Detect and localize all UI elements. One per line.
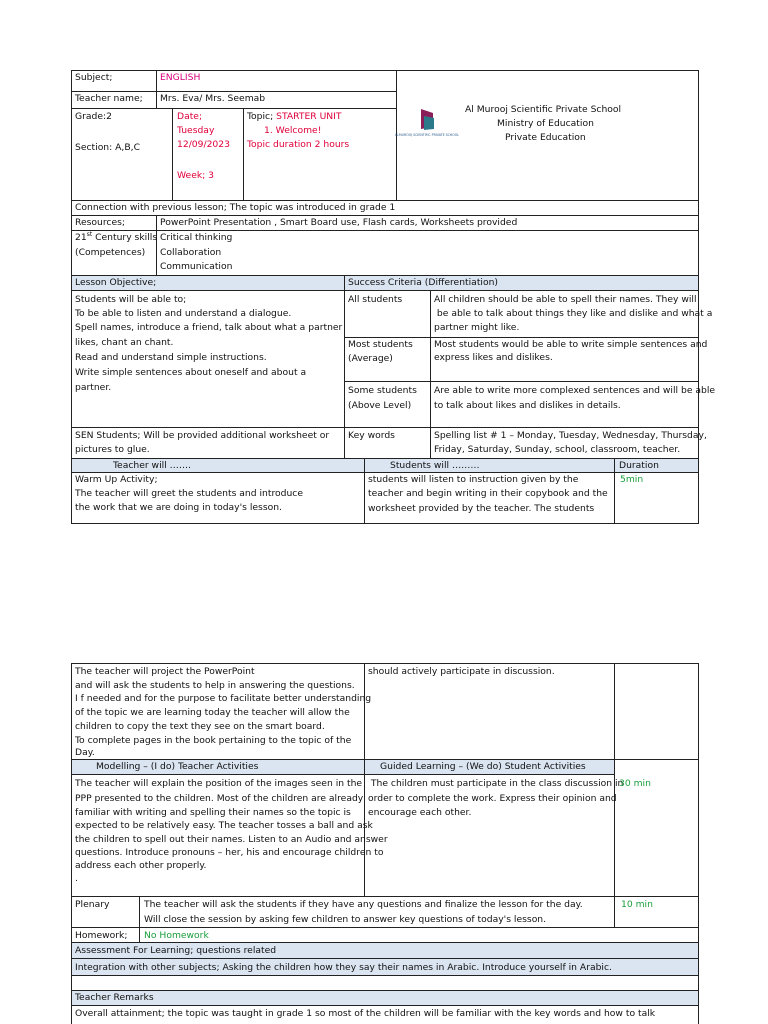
criteria-line: express likes and dislikes.	[434, 352, 553, 363]
topic-label: Topic; STARTER UNIT	[247, 111, 342, 122]
teacher-remarks-header: Teacher Remarks	[75, 992, 154, 1003]
teacher-name-value: Mrs. Eva/ Mrs. Seemab	[160, 93, 266, 104]
guided-learning-header: Guided Learning – (We do) Student Activities	[380, 761, 586, 772]
group-most-students: Most students	[348, 339, 413, 350]
guided-line: encourage each other.	[368, 807, 472, 818]
modelling-line: the children to spell out their names. Listen to an Audio and answer	[75, 834, 388, 845]
guided-line: order to complete the work. Express their opinion and	[368, 793, 617, 804]
homework-label: Homework;	[75, 930, 128, 941]
modelling-line: questions. Introduce pronouns – her, his and encourage children to	[75, 847, 384, 858]
guided-duration: 30 min	[619, 778, 651, 789]
criteria-line: All children should be able to spell their names. They will	[434, 294, 697, 305]
sen-line: SEN Students; Will be provided additional worksheet or	[75, 430, 330, 441]
modelling-line: PPP presented to the children. Most of the children are already	[75, 793, 364, 804]
success-criteria-header: Success Criteria (Differentiation)	[348, 277, 498, 288]
objective-line: partner.	[75, 382, 112, 393]
cont-teacher-line: To complete pages in the book pertaining to the topic of the	[75, 735, 352, 746]
cont-teacher-line: I f needed and for the purpose to facilitate better understanding	[75, 693, 372, 704]
modelling-line: The teacher will explain the position of the images seen in the	[75, 778, 363, 789]
cont-teacher-line: children to copy the text they see on the smart board.	[75, 721, 325, 732]
date-value: 12/09/2023	[177, 139, 230, 150]
warmup-line: The teacher will greet the students and introduce	[75, 488, 304, 499]
plenary-label: Plenary	[75, 899, 110, 910]
student-line: teacher and begin writing in their copybook and the	[368, 488, 608, 499]
key-words-label: Key words	[348, 430, 395, 441]
cont-teacher-line: of the topic we are learning today the teacher will allow the	[75, 707, 350, 718]
lesson-objective-header: Lesson Objective;	[75, 277, 157, 288]
topic-item: 1. Welcome!	[264, 125, 322, 136]
skill-item: Collaboration	[160, 247, 222, 258]
skill-item: Communication	[160, 261, 233, 272]
subject-label: Subject;	[75, 72, 113, 83]
teacher-will-header: Teacher will …….	[113, 460, 191, 471]
criteria-line: partner might like.	[434, 322, 520, 333]
school-name: Al Murooj Scientific Private School	[465, 104, 622, 115]
teacher-name-label: Teacher name;	[75, 93, 143, 104]
criteria-line: Are able to write more complexed sentences and will be able	[434, 385, 716, 396]
section-label: Section: A,B,C	[75, 142, 140, 153]
warmup-duration: 5min	[620, 474, 644, 485]
spelling-list-line: Friday, Saturday, Sunday, school, classroom, teacher.	[434, 444, 681, 455]
student-line: worksheet provided by the teacher. The students	[368, 503, 595, 514]
student-line: students will listen to instruction given by the	[368, 474, 579, 485]
warmup-line: the work that we are doing in today's lesson.	[75, 502, 282, 513]
group-average: (Average)	[348, 353, 393, 364]
competences-label: (Competences)	[75, 247, 146, 258]
criteria-line: Most students would be able to write simple sentences and	[434, 339, 708, 350]
ministry-name: Ministry of Education	[497, 118, 594, 129]
private-education: Private Education	[505, 132, 586, 143]
plenary-line: The teacher will ask the students if they have any questions and finalize the lesson for the day.	[144, 899, 583, 910]
cont-student-line: should actively participate in discussion.	[368, 666, 555, 677]
date-label: Date;	[177, 111, 203, 122]
warmup-line: Warm Up Activity;	[75, 474, 158, 485]
school-logo	[394, 107, 460, 145]
plenary-duration: 10 min	[621, 899, 653, 910]
guided-line: The children must participate in the class discussion in	[368, 778, 624, 789]
skills-label: 21st Century skills	[75, 230, 158, 243]
resources-label: Resources;	[75, 217, 126, 228]
students-will-header: Students will ………	[390, 460, 480, 471]
resources-value: PowerPoint Presentation , Smart Board use, Flash cards, Worksheets provided	[160, 217, 518, 228]
modelling-line: expected to be relatively easy. The teacher tosses a ball and ask	[75, 820, 373, 831]
modelling-header: Modelling – (I do) Teacher Activities	[96, 761, 259, 772]
plenary-line: Will close the session by asking few children to answer key questions of today's lesson.	[144, 914, 547, 925]
sen-line: pictures to glue.	[75, 444, 150, 455]
connection-text: Connection with previous lesson; The topic was introduced in grade 1	[75, 202, 396, 213]
logo-text: ALMUROOJ SCIENTIFIC PRIVATE SCHOOL	[394, 133, 460, 137]
modelling-line: .	[75, 873, 78, 884]
cont-teacher-line: and will ask the students to help in answering the questions.	[75, 680, 355, 691]
spelling-list-line: Spelling list # 1 – Monday, Tuesday, Wednesday, Thursday,	[434, 430, 707, 441]
objective-line: likes, chant an chant.	[75, 337, 174, 348]
subject-value: ENGLISH	[160, 72, 201, 83]
objective-line: Read and understand simple instructions.	[75, 352, 267, 363]
homework-value: No Homework	[144, 930, 209, 941]
week-value: Week; 3	[177, 170, 215, 181]
group-above-level: (Above Level)	[348, 400, 412, 411]
integration-text: Integration with other subjects; Asking the children how they say their names in Arabic. Introduce yourself in Arabic.	[75, 962, 612, 973]
objective-line: Write simple sentences about oneself and about a	[75, 367, 307, 378]
day-value: Tuesday	[177, 125, 215, 136]
assessment-text: Assessment For Learning; questions related	[75, 945, 277, 956]
skill-item: Critical thinking	[160, 232, 233, 243]
modelling-line: address each other properly.	[75, 860, 207, 871]
criteria-line: be able to talk about things they like and dislike and what a	[434, 308, 713, 319]
objective-line: Students will be able to;	[75, 294, 187, 305]
objective-line: To be able to listen and understand a dialogue.	[75, 308, 292, 319]
remarks-header-shade	[71, 990, 698, 1005]
objective-line: Spell names, introduce a friend, talk about what a partner	[75, 322, 343, 333]
cont-teacher-line: The teacher will project the PowerPoint	[75, 666, 255, 677]
cont-teacher-line: Day.	[75, 747, 95, 758]
criteria-line: to talk about likes and dislikes in details.	[434, 400, 621, 411]
topic-duration: Topic duration 2 hours	[247, 139, 350, 150]
group-some-students: Some students	[348, 385, 417, 396]
duration-header: Duration	[619, 460, 659, 471]
modelling-line: familiar with writing and spelling their names so the topic is	[75, 807, 351, 818]
grade-label: Grade:2	[75, 111, 112, 122]
group-all-students: All students	[348, 294, 403, 305]
teacher-remarks-text: Overall attainment; the topic was taught in grade 1 so most of the children will be familiar with the key words and how to talk	[75, 1008, 656, 1019]
